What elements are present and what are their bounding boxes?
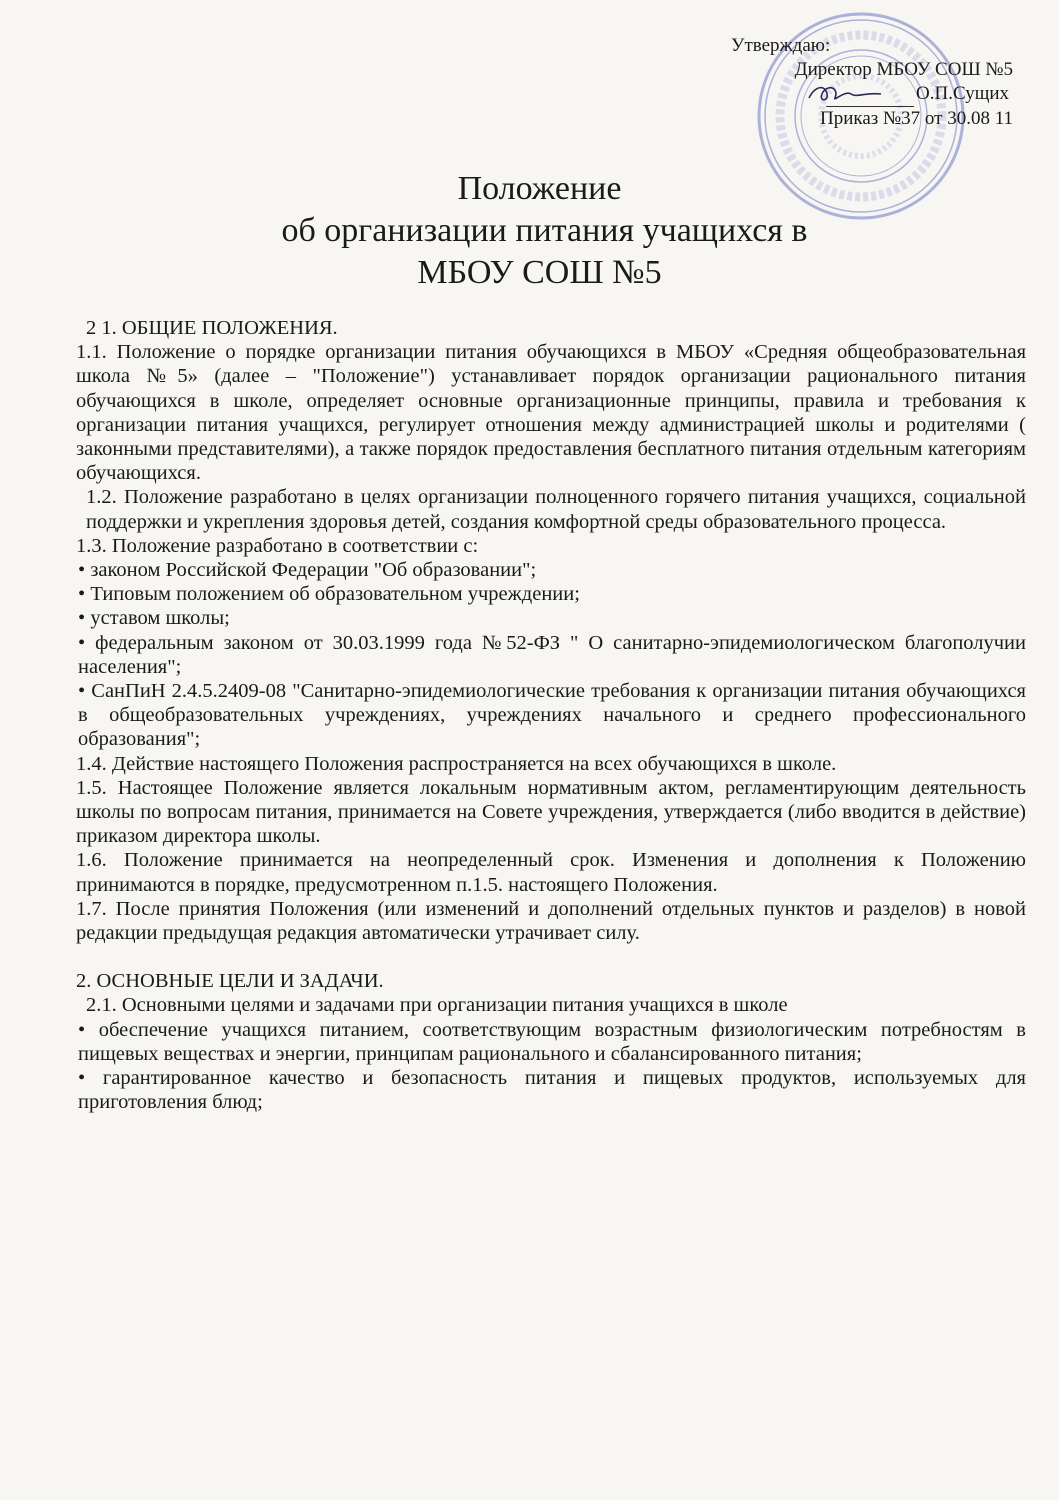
paragraph-1-2: 1.2. Положение разработано в целях организации полноценного горячего питания учащихся, социальной поддержки и укрепления здоровья детей, создания комфортной среды образовательного процесса. (86, 486, 1026, 533)
approval-order: Приказ №37 от 30.08 11 (820, 108, 1013, 129)
list-item-law: • законом Российской Федерации "Об образовании"; (76, 558, 1026, 582)
section-gap (76, 945, 1026, 969)
section-1-heading: 2 1. ОБЩИЕ ПОЛОЖЕНИЯ. (86, 317, 338, 339)
document-body (76, 316, 1026, 1115)
signature-underline (826, 82, 914, 107)
approval-director: Директор МБОУ СОШ №5 (794, 59, 1013, 80)
list-item-quality: • гарантированное качество и безопасность питания и пищевых продуктов, используемых для приготовления блюд; (76, 1066, 1026, 1114)
document-title (0, 168, 1059, 294)
title-line-3: МБОУ СОШ №5 (417, 254, 662, 291)
list-item-typical-regulation: • Типовым положением об образовательном учреждении; (76, 582, 1026, 606)
list-item-charter: • уставом школы; (76, 606, 1026, 630)
section-2-heading: 2. ОСНОВНЫЕ ЦЕЛИ И ЗАДАЧИ. (76, 970, 384, 993)
paragraph-1-4: 1.4. Действие настоящего Положения распространяется на всех обучающихся в школе. (76, 752, 837, 775)
list-item-federal-law: • федеральным законом от 30.03.1999 года №52-ФЗ " О санитарно-эпидемиологическом благополучии населения"; (76, 631, 1026, 679)
paragraph-1-7: 1.7. После принятия Положения (или изменений и дополнений отдельных пунктов и разделов) в новой редакции предыдущая редакция автоматически утрачивает силу. (76, 897, 1026, 945)
approval-title: Утверждаю: (731, 35, 831, 56)
list-item-sanpin: • СанПиН 2.4.5.2409-08 "Санитарно-эпидемиологические требования к организации питания обучающихся в общеобразовательных учреждениях, учреждениях начального и среднего профессионального образования"; (76, 679, 1026, 752)
paragraph-1-5: 1.5. Настоящее Положение является локальным нормативным актом, регламентирующим деятельность школы по вопросам питания, принимается на Совете учреждения, утверждается (либо вводится в действие) приказом директора школы. (76, 776, 1026, 848)
approval-signer: О.П.Сущих (916, 83, 1009, 104)
approval-block (689, 34, 1019, 131)
paragraph-1-3: 1.3. Положение разработано в соответствии с: (76, 534, 479, 557)
paragraph-2-1: 2.1. Основными целями и задачами при организации питания учащихся в школе (86, 994, 788, 1017)
paragraph-1-6: 1.6. Положение принимается на неопределенный срок. Изменения и дополнения к Положению принимаются в порядке, предусмотренном п.1.5. настоящего Положения. (76, 849, 1026, 896)
approval-signature-line (689, 82, 1019, 107)
title-line-2: об организации питания учащихся в (281, 212, 808, 249)
paragraph-1-1: 1.1. Положение о порядке организации питания обучающихся в МБОУ «Средняя общеобразовательная школа №5» (далее – "Положение") устанавливает порядок организации рационального питания обучающихся в школе, определяет основные организационные принципы, правила и требования к организации питания учащихся, регулирует отношения между администрацией школы и родителями ( законными представителями), а также порядок предоставления бесплатного питания отдельным категориям обучающихся. (76, 341, 1026, 485)
title-line-1: Положение (457, 170, 622, 207)
list-item-nutrition: • обеспечение учащихся питанием, соответствующим возрастным физиологическим потребностям в пищевых веществах и энергии, принципам рационального и сбалансированного питания; (76, 1018, 1026, 1066)
